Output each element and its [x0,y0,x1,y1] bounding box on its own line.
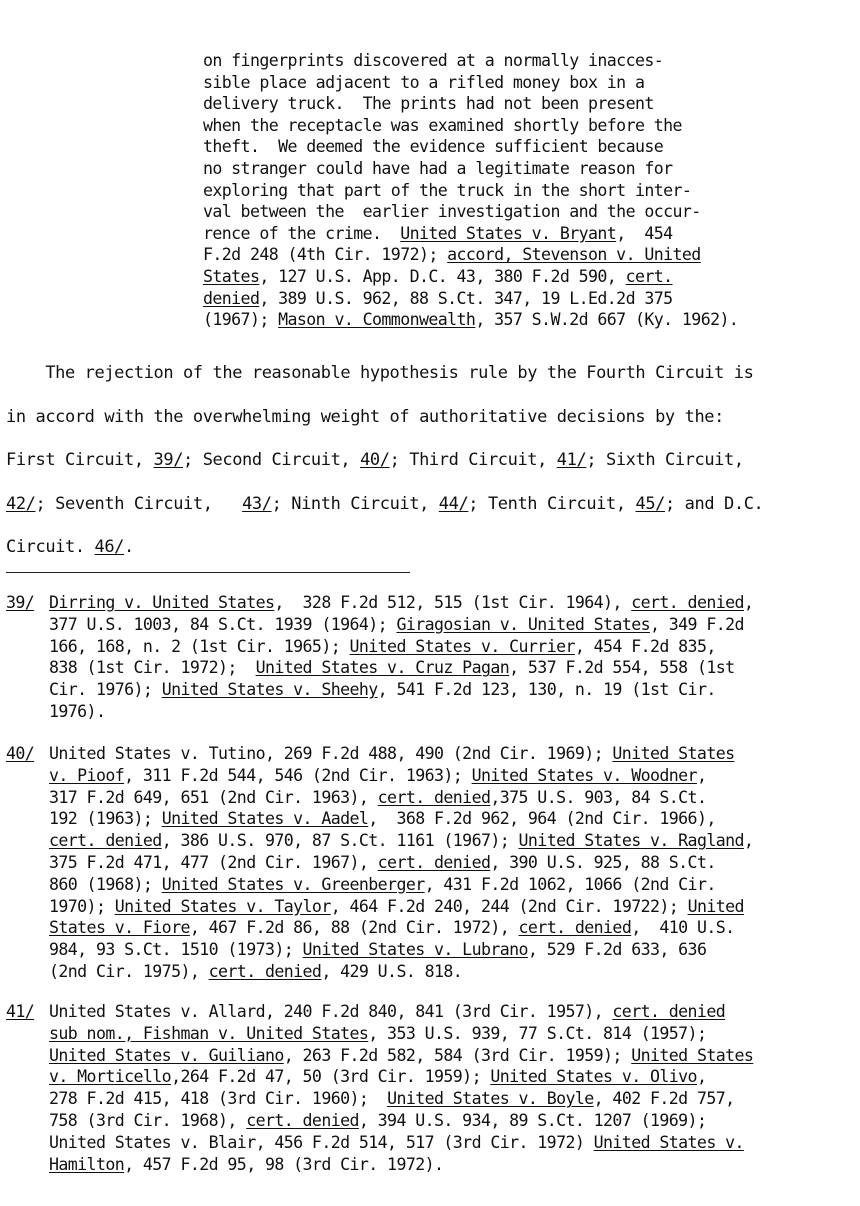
footnote-40 [6,743,858,983]
underlined-citation: United States v. Guiliano [49,1045,284,1065]
underlined-citation: sub nom., Fishman v. United States [49,1023,369,1043]
text-run: United States v. Tutino, 269 F.2d 488, 490 (2nd Cir. 1969); [49,744,613,763]
underlined-citation: United States v. Taylor [114,896,331,916]
text-run: 166, 168, n. 2 (1st Cir. 1965); [49,636,350,656]
footnote-line [49,679,858,701]
text-run: val between the earlier investigation and the occur- [203,202,701,222]
footnote-line [49,939,858,961]
underlined-citation: cert. denied [208,961,322,981]
text-run: rence of the crime. [203,223,401,243]
text-run: 377 U.S. 1003, 84 S.Ct. 1939 (1964); [49,614,397,634]
footnote-line [49,1132,858,1154]
text-run: , 127 U.S. App. D.C. 43, 380 F.2d 590, [259,266,626,286]
footnote-line [49,1066,858,1088]
quote-line [203,201,843,223]
text-run: 1976). [49,701,106,721]
footnote-number: 40/ [6,744,35,763]
text-run: 984, 93 S.Ct. 1510 (1973); [49,940,303,960]
footnote-line [49,1110,858,1132]
text-run: , 410 U.S. [631,918,735,938]
underlined-citation: v. Pioof [49,765,125,785]
underlined-citation: States [203,266,260,286]
underlined-citation: United States [631,1045,754,1065]
text-run: on fingerprints discovered at a normally inacces- [203,51,664,70]
footnote-41 [6,1001,858,1175]
underlined-citation: 45/ [635,493,666,514]
text-run: no stranger could have had a legitimate reason for [203,158,673,178]
text-run: ; Seventh Circuit, [35,493,243,514]
body-line [6,526,856,570]
text-run: 375 F.2d 471, 477 (2nd Cir. 1967), [49,852,378,872]
text-run: delivery truck. The prints had not been present [203,94,654,114]
text-run: , [743,593,754,612]
underlined-citation: cert. denied [518,918,632,938]
underlined-citation: United [687,896,744,916]
text-run: . [124,537,134,558]
block-quote [203,50,843,331]
text-run: , [743,831,754,851]
text-run: 838 (1st Cir. 1972); [49,658,256,678]
footnote-text [49,1001,858,1175]
underlined-citation: cert. denied [49,831,162,851]
underlined-citation: United States v. Cruz Pagan [255,658,510,678]
text-run: United States v. Allard, 240 F.2d 840, 841 (3rd Cir. 1957), [49,1002,613,1021]
footnote-line [49,657,858,679]
footnote-line [49,808,858,830]
footnote-line [49,1088,858,1110]
underlined-citation: cert. denied [631,593,744,612]
text-run: , 353 U.S. 939, 77 S.Ct. 814 (1957); [368,1023,707,1043]
underlined-citation: cert. denied [612,1002,726,1021]
underlined-citation: United States v. Greenberger [161,874,425,894]
quote-line [203,50,843,72]
text-run: , 454 [616,223,673,243]
text-run: , 454 F.2d 835, [574,636,716,656]
underlined-citation: v. Morticello [49,1067,172,1087]
quote-line [203,180,843,202]
quote-line [203,72,843,94]
footnote-line [49,701,858,723]
text-run: First Circuit, [6,450,154,471]
footnote-line [49,917,858,939]
footnote-divider [6,572,410,573]
text-run: , 394 U.S. 934, 89 S.Ct. 1207 (1969); [358,1110,707,1130]
underlined-citation: 44/ [438,493,469,514]
underlined-citation: cert. denied [377,852,491,872]
footnote-line [49,896,858,918]
text-run: ; Ninth Circuit, [271,493,439,514]
text-run: , 311 F.2d 544, 546 (2nd Cir. 1963); [124,765,472,785]
underlined-citation: Giragosian v. United States [396,614,650,634]
underlined-citation: United States v. Currier [349,636,575,656]
underlined-citation: 43/ [242,493,272,514]
quote-line [203,309,843,331]
text-run: , 368 F.2d 962, 964 (2nd Cir. 1966), [368,809,716,829]
footnote-line [49,874,858,896]
text-run: theft. We deemed the evidence sufficient because [203,137,664,157]
underlined-citation: cert. denied [246,1110,359,1130]
text-run: sible place adjacent to a rifled money box in a [203,72,645,92]
text-run: , 429 U.S. 818. [321,961,463,981]
text-run: , 357 S.W.2d 667 (Ky. 1962). [475,310,739,330]
text-run: , 389 U.S. 962, 88 S.Ct. 347, 19 L.Ed.2d 375 [259,288,673,308]
text-run: (2nd Cir. 1975), [49,961,209,981]
text-run: , 457 F.2d 95, 98 (3rd Cir. 1972). [124,1154,444,1174]
text-run: ,264 F.2d 47, 50 (3rd Cir. 1959); [171,1067,491,1087]
text-run: , 529 F.2d 633, 636 [527,940,707,960]
footnote-line [49,1154,858,1176]
text-run: ,375 U.S. 903, 84 S.Ct. [490,787,707,807]
quote-line [203,223,843,245]
footnote-line [49,614,858,636]
underlined-citation: accord, Stevenson v. United [447,245,701,265]
text-run: , 541 F.2d 123, 130, n. 19 (1st Cir. [377,680,716,700]
text-run: 758 (3rd Cir. 1968), [49,1110,247,1130]
main-paragraph [6,352,856,570]
text-run: 278 F.2d 415, 418 (3rd Cir. 1960); [49,1089,388,1109]
footnote-number: 39/ [6,593,35,612]
footnote-line [49,1001,858,1023]
quote-line [203,93,843,115]
underlined-citation: 42/ [6,493,36,514]
footnote-line [49,961,858,983]
footnote-39 [6,592,858,723]
underlined-citation: cert. [625,266,673,286]
text-run: , [696,1067,707,1087]
underlined-citation: United States v. [593,1132,744,1152]
footnote-line [49,765,858,787]
text-run: ; Tenth Circuit, [468,493,636,514]
text-run: 1970); [49,896,115,916]
underlined-citation: Mason v. Commonwealth [278,310,476,330]
underlined-citation: United States v. Aadel [161,809,369,829]
quote-line [203,136,843,158]
text-run: (1967); [203,310,279,330]
text-run: , 402 F.2d 757, [593,1089,735,1109]
quote-line [203,115,843,137]
underlined-citation: cert. denied [377,787,491,807]
text-run: ; and D.C. [665,493,764,514]
underlined-citation: 40/ [360,450,390,471]
body-line [6,483,856,527]
text-run: when the receptacle was examined shortly before the [203,115,682,135]
text-run: Cir. 1976); [49,680,162,700]
text-run: ; Sixth Circuit, [586,450,744,471]
footnote-line [49,1045,858,1067]
text-run: , 328 F.2d 512, 515 (1st Cir. 1964), [274,593,632,612]
underlined-citation: States v. Fiore [49,918,190,938]
underlined-citation: United States v. Woodner [471,765,697,785]
footnote-number: 41/ [6,1002,35,1021]
text-run: F.2d 248 (4th Cir. 1972); [203,245,448,265]
text-run: ; Third Circuit, [389,450,557,471]
underlined-citation: United States v. Sheehy [161,680,378,700]
text-run: exploring that part of the truck in the short inter- [203,180,692,200]
footnote-line [49,636,858,658]
underlined-citation: United States v. Bryant [400,223,617,243]
footnote-line [49,852,858,874]
underlined-citation: United States [612,744,735,763]
text-run: , 537 F.2d 554, 558 (1st [509,658,735,678]
text-run: , 386 U.S. 970, 87 S.Ct. 1161 (1967); [161,831,519,851]
underlined-citation: United States v. Boyle [387,1089,594,1109]
text-run: 860 (1968); [49,874,162,894]
text-run: , 464 F.2d 240, 244 (2nd Cir. 19722); [330,896,688,916]
body-line [6,352,856,396]
underlined-citation: 39/ [153,450,184,471]
underlined-citation: United States v. Olivo [490,1067,697,1087]
underlined-citation: United States v. Lubrano [302,940,528,960]
quote-line [203,288,843,310]
quote-line [203,158,843,180]
text-run: 192 (1963); [49,809,162,829]
body-line [6,396,856,440]
underlined-citation: Hamilton [49,1154,125,1174]
quote-line [203,266,843,288]
underlined-citation: United States v. Ragland [518,831,744,851]
body-line [6,439,856,483]
text-run: , 390 U.S. 925, 88 S.Ct. [490,852,716,872]
text-run: 317 F.2d 649, 651 (2nd Cir. 1963), [49,787,378,807]
footnote-line [49,743,858,765]
text-run: , 349 F.2d [650,614,744,634]
text-run: , 467 F.2d 86, 88 (2nd Cir. 1972), [189,918,519,938]
footnote-line [49,592,858,614]
footnote-text [49,592,858,723]
footnote-text [49,743,858,983]
footnote-line [49,830,858,852]
text-run: , [696,765,707,785]
text-run: United States v. Blair, 456 F.2d 514, 517 (3rd Cir. 1972) [49,1132,594,1152]
text-run: The rejection of the reasonable hypothesis rule by the Fourth Circuit is [6,363,754,383]
text-run: , 431 F.2d 1062, 1066 (2nd Cir. [424,874,716,894]
underlined-citation: 41/ [556,450,587,471]
text-run: in accord with the overwhelming weight of authoritative decisions by the: [6,406,724,427]
footnote-line [49,1023,858,1045]
text-run: ; Second Circuit, [183,450,361,471]
underlined-citation: 46/ [94,537,125,558]
text-run: Circuit. [6,537,95,558]
underlined-citation: denied [203,288,260,308]
footnote-line [49,787,858,809]
underlined-citation: Dirring v. United States [49,593,275,612]
quote-line [203,244,843,266]
text-run: , 263 F.2d 582, 584 (3rd Cir. 1959); [283,1045,632,1065]
